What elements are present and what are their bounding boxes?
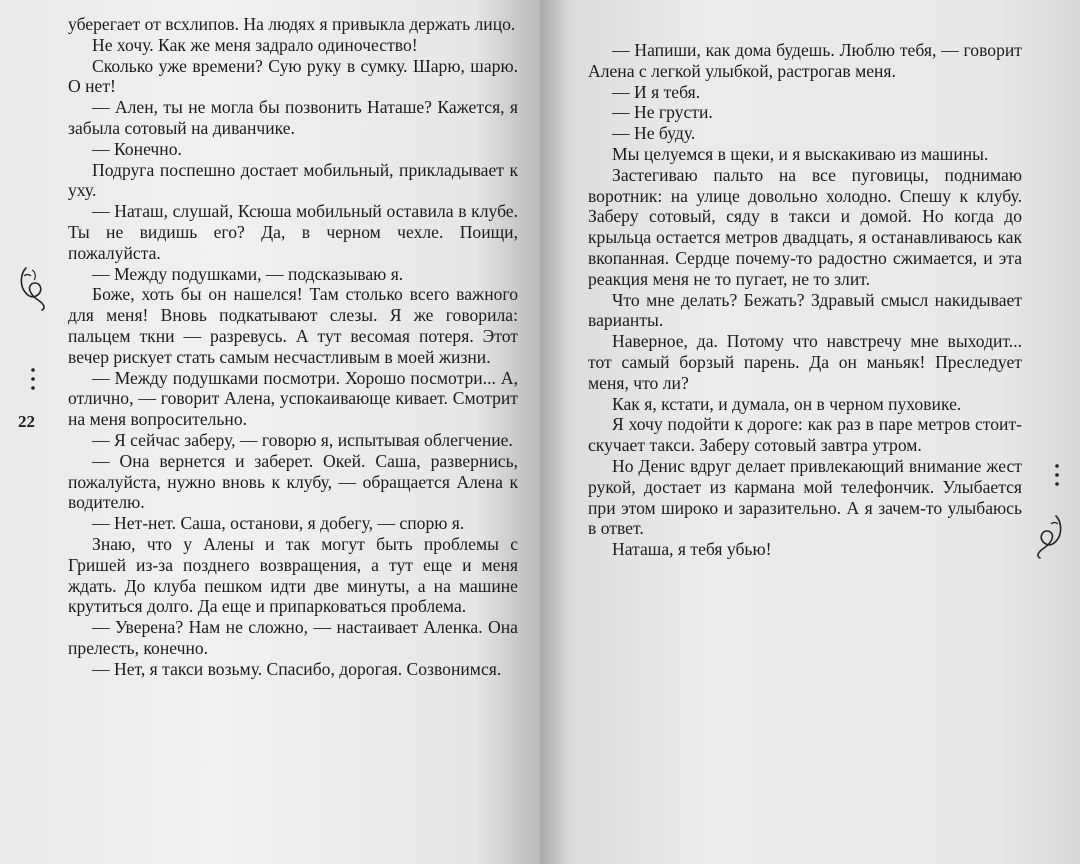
paragraph: — Наташ, слушай, Ксюша мобильный оставила в клубе. Ты не видишь его? Да, в черном чехле. Поищи, пожалуйста. [68,201,518,263]
paragraph: — Напиши, как дома будешь. Люблю тебя, — говорит Алена с легкой улыбкой, растрогав меня. [588,40,1022,81]
page-number: 22 [18,412,35,431]
paragraph: — Не буду. [612,123,696,144]
paragraph: Сколько уже времени? Сую руку в сумку. Шарю, шарю. О нет! [68,55,518,97]
paragraph: — Я сейчас заберу, — говорю я, испытывая облегчение. [92,429,513,450]
paragraph: — Конечно. [92,138,182,159]
paragraph: — Не грусти. [612,102,713,123]
right-page-text [588,40,1022,560]
paragraph: — Уверена? Нам не сложно, — настаивает Аленка. Она прелесть, конечно. [68,617,518,658]
face-ornament-icon [1030,510,1066,600]
paragraph: Застегиваю пальто на все пуговицы, поднимаю воротник: на улице довольно холодно. Спешу к клубу. Заберу сотовый, сяду в такси и домой. Но когда до крыльца остается метров двадцать, я останавливаюсь как вкопанная. Сердце почему-то радостно сжимается, и эта реакция меня не то пугает, не то злит. [588,164,1022,289]
paragraph: Что мне делать? Бежать? Здравый смысл накидывает варианты. [588,289,1022,331]
right-page [540,0,1080,864]
paragraph: — Нет-нет. Саша, останови, я добегу, — спорю я. [92,513,465,534]
paragraph: Наташа, я тебя убью! [612,539,772,560]
paragraph: Не хочу. Как же меня задрало одиночество! [92,34,418,55]
paragraph: Но Денис вдруг делает привлекающий внимание жест рукой, достает из кармана мой телефончик. Улыбается при этом широко и заразительно. А я зачем-то улыбаюсь в ответ. [588,455,1022,539]
paragraph: Боже, хоть бы он нашелся! Там столько всего важного для меня! Вновь подкатывают слезы. Я же говорила: пальцем ткни — разревусь. А тут весомая потеря. Этот вечер рискует стать самым несчастливым в моей жизни. [68,284,518,367]
paragraph: — И я тебя. [612,81,701,102]
dots-ornament-icon [1052,462,1062,488]
paragraph: Подруга поспешно достает мобильный, прикладывает к уху. [68,159,518,201]
paragraph: — Нет, я такси возьму. Спасибо, дорогая. Созвонимся. [92,658,502,679]
paragraph: — Ален, ты не могла бы позвонить Наташе? Кажется, я забыла сотовый на диванчике. [68,97,518,138]
left-page-text [68,14,518,680]
paragraph: — Она вернется и заберет. Окей. Саша, развернись, пожалуйста, нужно вновь к клубу, — обращается Алена к водителю. [68,450,518,513]
paragraph: Мы целуемся в щеки, и я выскакиваю из машины. [612,143,989,164]
face-ornament-icon [16,262,52,352]
dots-ornament-icon [28,366,38,392]
paragraph: Я хочу подойти к дороге: как раз в паре метров стоит-скучает такси. Заберу сотовый завтра утром. [588,414,1022,456]
paragraph: уберегает от всхлипов. На людях я привыкла держать лицо. [68,14,516,34]
paragraph: Как я, кстати, и думала, он в черном пуховике. [612,393,962,414]
paragraph: — Между подушками посмотри. Хорошо посмотри... А, отлично, — говорит Алена, успокаивающе кивает. Смотрит на меня вопросительно. [68,367,518,430]
paragraph: Наверное, да. Потому что навстречу мне выходит... тот самый борзый парень. Да он маньяк! Преследует меня, что ли? [588,331,1022,393]
paragraph: Знаю, что у Алены и так могут быть проблемы с Гришей из-за позднего возвращения, а тут еще и меня ждать. До клуба пешком идти две минуты, а на машине крутиться долго. Да еще и припарковаться проблема. [68,533,518,617]
paragraph: — Между подушками, — подсказываю я. [92,263,404,284]
